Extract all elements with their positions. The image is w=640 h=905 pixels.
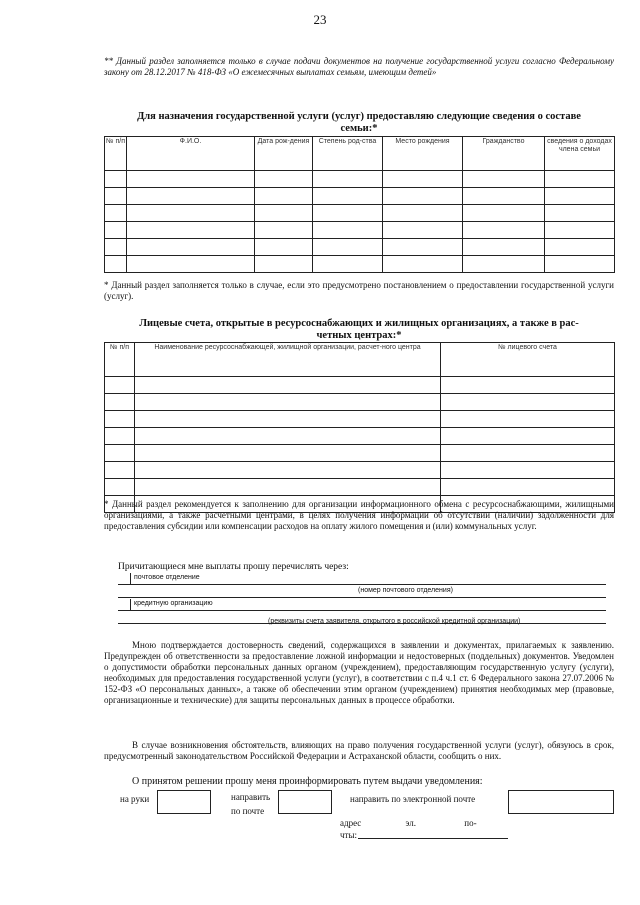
accounts-heading <box>104 318 614 342</box>
accounts-row[interactable] <box>105 411 615 428</box>
family-table <box>104 136 615 273</box>
family-row[interactable] <box>105 171 615 188</box>
accounts-row[interactable] <box>105 462 615 479</box>
notify-by-email-box[interactable] <box>508 790 614 814</box>
accounts-row[interactable] <box>105 479 615 496</box>
accounts-footnote: * Данный раздел рекомендуется к заполнению для организации информационного обмена с ресурсоснабжающими, жилищными организациями, а также расчетными центрами, в целях получения информации об отсутствии (наличии) задолженности для предоставления субсидии или компенсации расходов на оплату жилого помещения и (или) коммунальных услуг. <box>104 499 614 531</box>
family-col-name: Ф.И.О. <box>127 137 255 171</box>
family-row[interactable] <box>105 256 615 273</box>
top-footnote: ** Данный раздел заполняется только в случае подачи документов на получение государственной услуги согласно Федеральному закону от 28.12.2017 № 418-ФЗ «О ежемесячных выплатах семьям, имеющим детей» <box>104 56 614 77</box>
post-office-number-row[interactable] <box>118 586 606 598</box>
accounts-col-organization: Наименование ресурсоснабжающей, жилищной организации, расчет-ного центра <box>135 343 441 377</box>
notify-by-mail-label <box>231 790 270 818</box>
notify-in-hand-box[interactable] <box>157 790 211 814</box>
accounts-heading-line2: четных центрах:* <box>316 330 402 341</box>
accounts-row[interactable] <box>105 394 615 411</box>
email-address-field[interactable] <box>358 838 508 839</box>
payment-label: Причитающиеся мне выплаты прошу перечислять через: <box>118 562 349 572</box>
email-address-word1: адрес <box>340 818 362 828</box>
notify-by-mail-line2: по почте <box>231 806 265 816</box>
page-number: 23 <box>313 12 327 27</box>
family-col-citizenship: Гражданство <box>463 137 545 171</box>
family-row[interactable] <box>105 188 615 205</box>
email-address-word3: по- <box>464 818 477 828</box>
email-address-label <box>340 818 520 828</box>
family-row[interactable] <box>105 222 615 239</box>
family-footnote: * Данный раздел заполняется только в случае, если это предусмотрено постановлением о предоставлении государственной услуги (услуг). <box>104 280 614 301</box>
family-row[interactable] <box>105 239 615 256</box>
post-office-number-label: (номер почтового отделения) <box>358 587 453 594</box>
credit-org-option[interactable] <box>118 599 606 611</box>
family-col-birthdate: Дата рож-дения <box>255 137 313 171</box>
notify-by-mail-box[interactable] <box>278 790 332 814</box>
post-office-checkbox[interactable] <box>118 573 131 584</box>
accounts-heading-line1: Лицевые счета, открытые в ресурсоснабжающих и жилищных организациях, а также в рас- <box>139 318 579 329</box>
post-office-label: почтовое отделение <box>134 574 200 581</box>
family-row[interactable] <box>105 205 615 222</box>
family-heading-line2: семьи:* <box>340 123 378 134</box>
family-col-birthplace: Место рождения <box>383 137 463 171</box>
accounts-table <box>104 342 615 513</box>
consent-paragraph-2: В случае возникновения обстоятельств, влияющих на право получения государственной услуги (услуг), обязуюсь в срок, предусмотренный законодательством Российской Федерации и Астраханской области, сообщить о них. <box>104 740 614 761</box>
notify-by-email-label: направить по электронной почте <box>350 794 476 804</box>
notify-by-mail-line1: направить <box>231 792 271 802</box>
notify-label: О принятом решении прошу меня проинформировать путем выдачи уведомления: <box>132 776 483 787</box>
family-col-relation: Степень род-ства <box>313 137 383 171</box>
accounts-col-number: № п/п <box>105 343 135 377</box>
family-heading <box>104 111 614 135</box>
family-col-income: сведения о доходах члена семьи <box>545 137 615 171</box>
notify-in-hand-label: на руки <box>120 794 150 804</box>
requisites-label: (реквизиты счета заявителя, открытого в российской кредитной организации) <box>268 618 521 625</box>
accounts-row[interactable] <box>105 377 615 394</box>
accounts-col-account: № лицевого счета <box>441 343 615 377</box>
family-col-number: № п/п <box>105 137 127 171</box>
credit-org-label: кредитную организацию <box>134 600 213 607</box>
email-address-word2: эл. <box>405 818 416 828</box>
email-address-word4: чты: <box>340 830 358 840</box>
family-heading-line1: Для назначения государственной услуги (услуг) предоставляю следующие сведения о составе <box>137 111 581 122</box>
post-office-option[interactable] <box>118 573 606 585</box>
accounts-row[interactable] <box>105 428 615 445</box>
credit-org-checkbox[interactable] <box>118 599 131 610</box>
consent-paragraph-1: Мною подтверждается достоверность сведений, содержащихся в заявлении и документах, прилагаемых к заявлению. Предупрежден об ответственности за предоставление ложной информации и недостоверных (поддельных) документов. Уведомлен о допустимости обработки персональных данных органом (учреждением), предоставляющим государственную услугу (услуги), необходимых для предоставления государственной услуги (услуг), в соответствии с п.4 ч.1 ст. 6 Федерального закона 27.07.2006 № 152-ФЗ «О персональных данных», а также об обеспечении этим органом (учреждением) принятия необходимых мер (правовые, организационные и технические) для защиты персональных данных в процессе обработки. <box>104 640 614 705</box>
accounts-row[interactable] <box>105 445 615 462</box>
